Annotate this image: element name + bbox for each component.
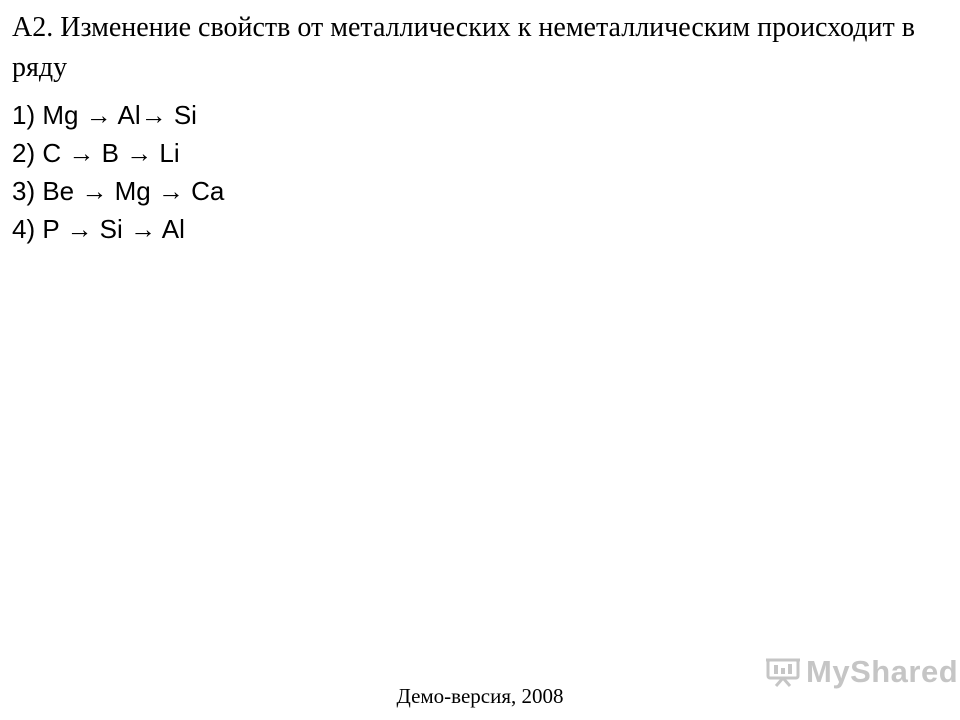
answer-option: 4) P → Si → Al xyxy=(12,214,185,244)
watermark-text: MyShared xyxy=(806,654,959,689)
question-text: А2. Изменение свойств от металлических к неметаллическим происходит в ряду xyxy=(12,12,915,83)
answer-option: 3) Be → Mg → Ca xyxy=(12,176,225,206)
footer-caption: Демо-версия, 2008 xyxy=(396,684,564,708)
answer-option: 2) C → B → Li xyxy=(12,138,180,168)
answer-options xyxy=(12,96,224,248)
answer-option: 1) Mg → Al→ Si xyxy=(12,100,197,130)
